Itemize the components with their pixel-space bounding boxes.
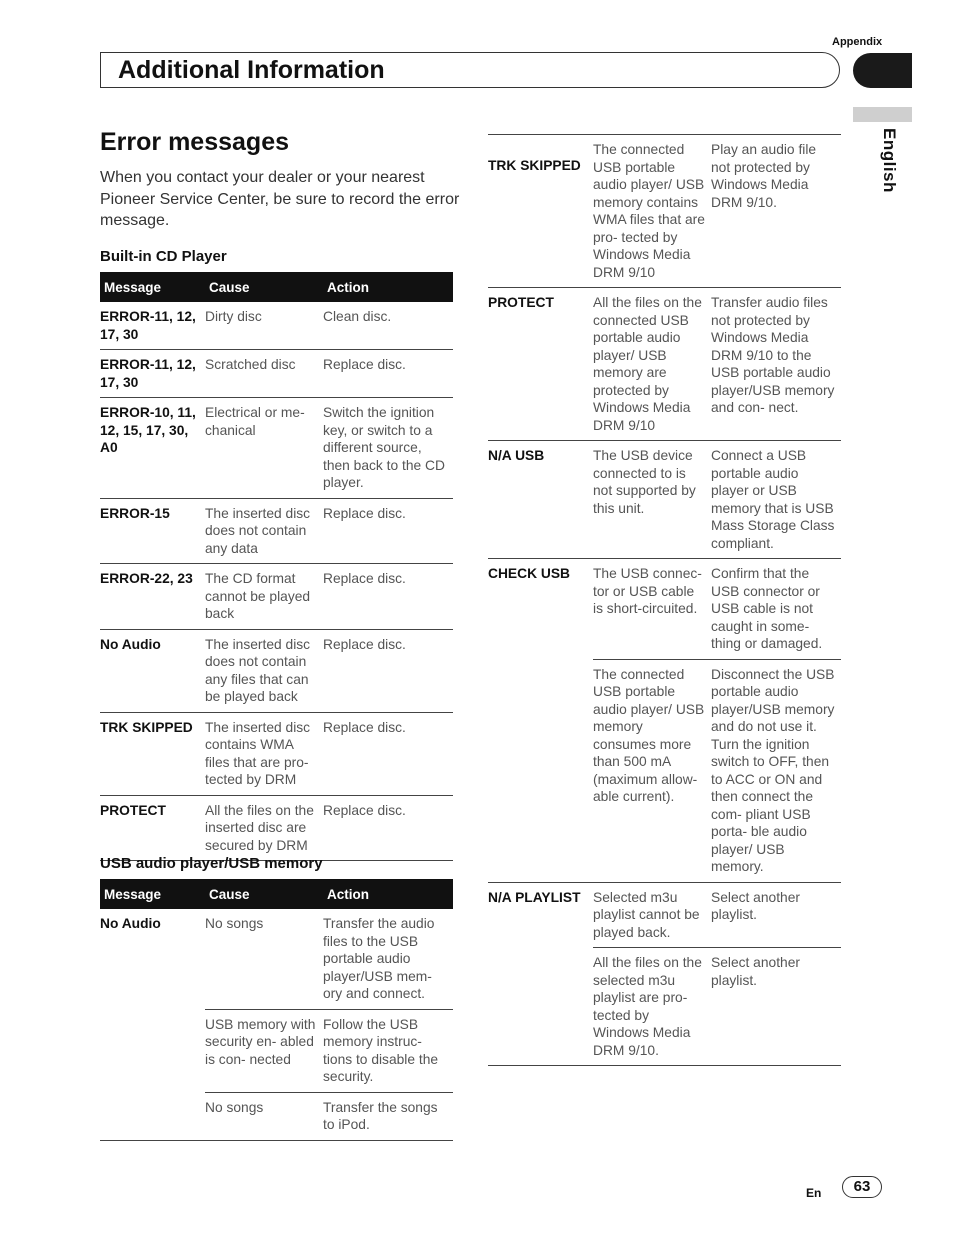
table-header-row	[100, 879, 453, 909]
action-cell: Play an audio file not protected by Windows Media DRM 9/10.	[711, 135, 841, 288]
action-cell: Follow the USB memory instruc- tions to disable the security.	[323, 1009, 453, 1092]
message-cell: N/A PLAYLIST	[488, 882, 593, 1066]
cd-player-heading: Built-in CD Player	[100, 248, 227, 265]
column-header-action: Action	[323, 879, 453, 909]
action-cell: Transfer audio files not protected by Windows Media DRM 9/10 to the USB portable audio player/USB memory and con- nect.	[711, 288, 841, 441]
table-row	[100, 564, 453, 630]
usb-section-heading: USB audio player/USB memory	[100, 855, 323, 872]
cause-cell: The USB device connected to is not supported by this unit.	[593, 441, 711, 559]
usb-error-table	[100, 879, 453, 1141]
table-row	[100, 795, 453, 861]
message-cell: PROTECT	[488, 288, 593, 441]
message-cell: ERROR-22, 23	[100, 564, 205, 630]
action-cell: Disconnect the USB portable audio player/USB memory and do not use it. Turn the ignition switch to OFF, then to ACC or ON and then connect the com- pliant USB porta- ble audio player/ USB memory.	[711, 659, 841, 882]
action-cell: Replace disc.	[323, 629, 453, 712]
language-tab-label: English	[880, 128, 899, 193]
page-number: 63	[842, 1176, 882, 1198]
table-row	[488, 559, 841, 660]
cause-cell: The connected USB portable audio player/ USB memory contains WMA files that are pro- tected by Windows Media DRM 9/10	[593, 135, 711, 288]
column-header-message: Message	[100, 272, 205, 302]
action-cell: Select another playlist.	[711, 948, 841, 1066]
message-cell: ERROR-15	[100, 498, 205, 564]
table-row	[488, 441, 841, 559]
table-row	[100, 712, 453, 795]
table-header-row	[100, 272, 453, 302]
column-header-cause: Cause	[205, 879, 323, 909]
cd-error-table	[100, 272, 453, 861]
table-row	[100, 629, 453, 712]
cause-cell: All the files on the connected USB portable audio player/ USB memory are protected by Windows Media DRM 9/10	[593, 288, 711, 441]
table-row	[100, 398, 453, 499]
message-cell: No Audio	[100, 909, 205, 1140]
message-cell: N/A USB	[488, 441, 593, 559]
action-cell: Replace disc.	[323, 564, 453, 630]
cause-cell: Scratched disc	[205, 350, 323, 398]
action-cell: Transfer the songs to iPod.	[323, 1092, 453, 1140]
message-cell: TRK SKIPPED	[100, 712, 205, 795]
page-title: Error messages	[100, 128, 290, 156]
usb-error-table-continued	[488, 134, 841, 1066]
cause-cell: Dirty disc	[205, 302, 323, 350]
message-cell: ERROR-10, 11, 12, 15, 17, 30, A0	[100, 398, 205, 499]
language-tab-marker	[853, 107, 912, 122]
action-cell: Switch the ignition key, or switch to a different source, then back to the CD player.	[323, 398, 453, 499]
cause-cell: The inserted disc does not contain any files that can be played back	[205, 629, 323, 712]
action-cell: Replace disc.	[323, 498, 453, 564]
message-cell: CHECK USB	[488, 559, 593, 883]
cause-cell: The CD format cannot be played back	[205, 564, 323, 630]
cause-cell: No songs	[205, 909, 323, 1009]
action-cell: Replace disc.	[323, 712, 453, 795]
table-row	[100, 302, 453, 350]
table-row	[100, 350, 453, 398]
cause-cell: All the files on the inserted disc are secured by DRM	[205, 795, 323, 861]
action-cell: Connect a USB portable audio player or USB memory that is USB Mass Storage Class compliant.	[711, 441, 841, 559]
cause-cell: Selected m3u playlist cannot be played back.	[593, 882, 711, 948]
table-row	[488, 882, 841, 948]
appendix-label: Appendix	[832, 36, 883, 48]
message-cell: No Audio	[100, 629, 205, 712]
section-tab-marker	[853, 53, 912, 88]
cause-cell: The USB connec- tor or USB cable is short-circuited.	[593, 559, 711, 660]
table-row	[100, 498, 453, 564]
cause-cell: All the files on the selected m3u playlist are pro- tected by Windows Media DRM 9/10.	[593, 948, 711, 1066]
table-row	[488, 135, 841, 288]
message-cell: PROTECT	[100, 795, 205, 861]
cause-cell: Electrical or me- chanical	[205, 398, 323, 499]
cause-cell: The inserted disc does not contain any data	[205, 498, 323, 564]
table-row	[488, 288, 841, 441]
action-cell: Confirm that the USB connector or USB cable is not caught in some- thing or damaged.	[711, 559, 841, 660]
action-cell: Clean disc.	[323, 302, 453, 350]
column-header-action: Action	[323, 272, 453, 302]
message-cell: ERROR-11, 12, 17, 30	[100, 302, 205, 350]
intro-paragraph: When you contact your dealer or your nearest Pioneer Service Center, be sure to record the error message.	[100, 169, 460, 229]
cause-cell: The inserted disc contains WMA files that are pro- tected by DRM	[205, 712, 323, 795]
section-title: Additional Information	[118, 56, 385, 84]
action-cell: Replace disc.	[323, 350, 453, 398]
cause-cell: The connected USB portable audio player/ USB memory consumes more than 500 mA (maximum allow- able current).	[593, 659, 711, 882]
message-cell: TRK SKIPPED	[488, 135, 593, 288]
column-header-message: Message	[100, 879, 205, 909]
cause-cell: No songs	[205, 1092, 323, 1140]
action-cell: Select another playlist.	[711, 882, 841, 948]
cause-cell: USB memory with security en- abled is con- nected	[205, 1009, 323, 1092]
footer-language: En	[806, 1186, 822, 1200]
column-header-cause: Cause	[205, 272, 323, 302]
action-cell: Transfer the audio files to the USB portable audio player/USB mem- ory and connect.	[323, 909, 453, 1009]
table-row	[100, 909, 453, 1009]
message-cell: ERROR-11, 12, 17, 30	[100, 350, 205, 398]
action-cell: Replace disc.	[323, 795, 453, 861]
